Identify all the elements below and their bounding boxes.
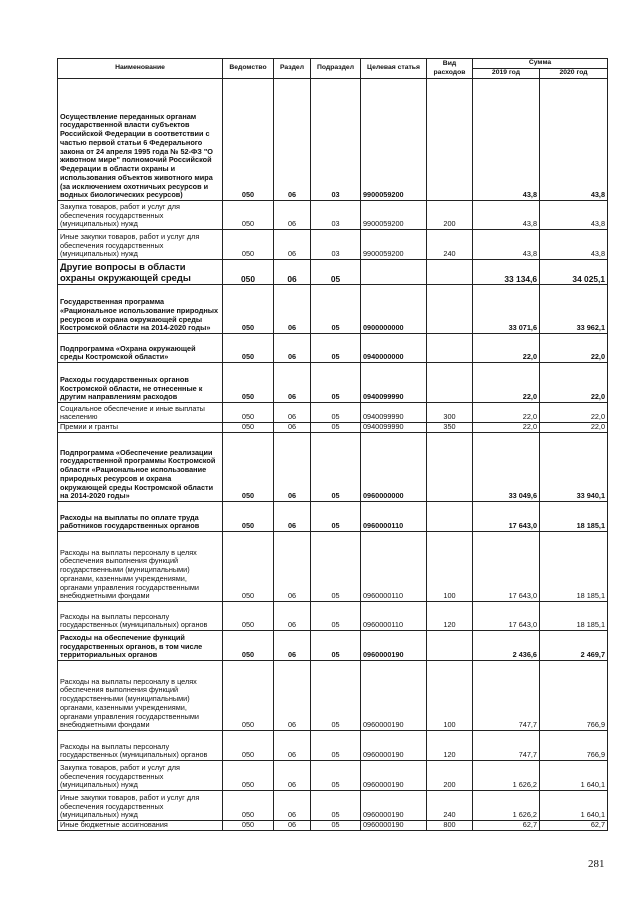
cell-2020: 62,7	[540, 821, 608, 831]
cell-vedomstvo: 050	[223, 334, 274, 363]
cell-vedomstvo: 050	[223, 285, 274, 334]
cell-podrazdel: 05	[311, 761, 361, 791]
cell-2020: 18 185,1	[540, 602, 608, 631]
cell-podrazdel: 05	[311, 502, 361, 532]
cell-statya: 0960000190	[361, 791, 427, 821]
cell-vid: 200	[427, 201, 473, 230]
table-row	[58, 260, 608, 285]
cell-name: Расходы на выплаты персоналу в целях обеспечения выполнения функций государственными (муниципальными) органами, казенными учреждениями, органами управления государственными внебюджетными фондами	[58, 532, 223, 602]
cell-2019: 2 436,6	[473, 631, 540, 661]
cell-vedomstvo: 050	[223, 731, 274, 761]
table-row	[58, 423, 608, 433]
cell-2019: 33 134,6	[473, 260, 540, 285]
cell-name: Премии и гранты	[58, 423, 223, 433]
cell-2019: 17 643,0	[473, 502, 540, 532]
cell-podrazdel: 05	[311, 631, 361, 661]
cell-name: Осуществление переданных органам государственной власти субъектов Российской Федерации в соответствии с частью первой статьи 6 Федерального закона от 24 апреля 1995 года № 52-ФЗ "О животном мире" полномочий Российской Федерации в области охраны и использования объектов животного мира (за исключением охотничьих ресурсов и водных биологических ресурсов)	[58, 79, 223, 201]
cell-vid	[427, 79, 473, 201]
cell-podrazdel: 03	[311, 201, 361, 230]
cell-vedomstvo: 050	[223, 502, 274, 532]
page-number: 281	[588, 858, 605, 870]
cell-vedomstvo: 050	[223, 403, 274, 423]
cell-2019: 1 626,2	[473, 761, 540, 791]
cell-razdel: 06	[274, 502, 311, 532]
cell-razdel: 06	[274, 631, 311, 661]
table-body	[58, 79, 608, 831]
table-row	[58, 532, 608, 602]
cell-razdel: 06	[274, 403, 311, 423]
cell-name: Иные бюджетные ассигнования	[58, 821, 223, 831]
cell-2019: 43,8	[473, 230, 540, 260]
table-row	[58, 79, 608, 201]
cell-2020: 766,9	[540, 731, 608, 761]
cell-podrazdel: 05	[311, 821, 361, 831]
cell-statya	[361, 260, 427, 285]
cell-statya: 9900059200	[361, 201, 427, 230]
cell-podrazdel: 05	[311, 791, 361, 821]
header-podrazdel: Подраздел	[311, 59, 361, 79]
table-row	[58, 334, 608, 363]
cell-2020: 18 185,1	[540, 532, 608, 602]
cell-vedomstvo: 050	[223, 230, 274, 260]
table-row	[58, 363, 608, 403]
cell-2020: 766,9	[540, 661, 608, 731]
cell-name: Подпрограмма «Обеспечение реализации государственной программы Костромской области «Рациональное использование природных ресурсов и охрана окружающей среды Костромской области на 2014-2020 годы»	[58, 433, 223, 502]
table-row	[58, 631, 608, 661]
cell-razdel: 06	[274, 661, 311, 731]
cell-2020: 18 185,1	[540, 502, 608, 532]
cell-vid: 120	[427, 602, 473, 631]
cell-podrazdel: 05	[311, 661, 361, 731]
cell-2020: 33 940,1	[540, 433, 608, 502]
cell-2020: 22,0	[540, 363, 608, 403]
table-row	[58, 602, 608, 631]
cell-name: Расходы на выплаты по оплате труда работников государственных органов	[58, 502, 223, 532]
cell-2020: 22,0	[540, 403, 608, 423]
cell-razdel: 06	[274, 79, 311, 201]
header-year-2019: 2019 год	[473, 69, 540, 79]
table-row	[58, 285, 608, 334]
cell-razdel: 06	[274, 201, 311, 230]
cell-vedomstvo: 050	[223, 602, 274, 631]
cell-2019: 33 071,6	[473, 285, 540, 334]
cell-razdel: 06	[274, 363, 311, 403]
cell-name: Расходы на обеспечение функций государственных органов, в том числе территориальных органов	[58, 631, 223, 661]
header-summa: Сумма	[473, 59, 608, 69]
cell-statya: 0960000110	[361, 532, 427, 602]
cell-name: Социальное обеспечение и иные выплаты населению	[58, 403, 223, 423]
cell-name: Расходы государственных органов Костромской области, не отнесенные к другим направлениям расходов	[58, 363, 223, 403]
cell-podrazdel: 05	[311, 260, 361, 285]
table-row	[58, 761, 608, 791]
cell-podrazdel: 03	[311, 79, 361, 201]
cell-podrazdel: 05	[311, 285, 361, 334]
cell-podrazdel: 05	[311, 532, 361, 602]
cell-statya: 9900059200	[361, 79, 427, 201]
cell-name: Расходы на выплаты персоналу государственных (муниципальных) органов	[58, 602, 223, 631]
cell-podrazdel: 05	[311, 433, 361, 502]
budget-table	[57, 58, 608, 831]
table-row	[58, 502, 608, 532]
cell-statya: 0940099990	[361, 423, 427, 433]
cell-name: Расходы на выплаты персоналу в целях обеспечения выполнения функций государственными (муниципальными) органами, казенными учреждениями, органами управления государственными внебюджетными фондами	[58, 661, 223, 731]
table-row	[58, 230, 608, 260]
cell-statya: 0940099990	[361, 363, 427, 403]
cell-podrazdel: 05	[311, 334, 361, 363]
header-statya: Целевая статья	[361, 59, 427, 79]
cell-vid: 300	[427, 403, 473, 423]
cell-razdel: 06	[274, 761, 311, 791]
cell-podrazdel: 05	[311, 423, 361, 433]
cell-2019: 17 643,0	[473, 602, 540, 631]
cell-2019: 33 049,6	[473, 433, 540, 502]
cell-razdel: 06	[274, 532, 311, 602]
cell-vedomstvo: 050	[223, 260, 274, 285]
cell-2020: 33 962,1	[540, 285, 608, 334]
cell-vid	[427, 285, 473, 334]
cell-2020: 43,8	[540, 230, 608, 260]
cell-2019: 22,0	[473, 403, 540, 423]
table-row	[58, 661, 608, 731]
cell-2019: 22,0	[473, 363, 540, 403]
table-row	[58, 821, 608, 831]
cell-vid	[427, 502, 473, 532]
cell-2019: 22,0	[473, 334, 540, 363]
cell-razdel: 06	[274, 821, 311, 831]
cell-2019: 1 626,2	[473, 791, 540, 821]
cell-statya: 0960000190	[361, 821, 427, 831]
cell-name: Другие вопросы в области охраны окружающей среды	[58, 260, 223, 285]
cell-vid: 100	[427, 661, 473, 731]
cell-vedomstvo: 050	[223, 363, 274, 403]
cell-vid: 120	[427, 731, 473, 761]
cell-vedomstvo: 050	[223, 79, 274, 201]
cell-vid	[427, 631, 473, 661]
cell-vedomstvo: 050	[223, 423, 274, 433]
header-year-2020: 2020 год	[540, 69, 608, 79]
cell-2019: 22,0	[473, 423, 540, 433]
cell-statya: 0960000190	[361, 631, 427, 661]
cell-name: Расходы на выплаты персоналу государственных (муниципальных) органов	[58, 731, 223, 761]
cell-2020: 2 469,7	[540, 631, 608, 661]
cell-razdel: 06	[274, 230, 311, 260]
cell-vid: 200	[427, 761, 473, 791]
cell-vid: 240	[427, 791, 473, 821]
cell-name: Иные закупки товаров, работ и услуг для обеспечения государственных (муниципальных) нужд	[58, 230, 223, 260]
header-name: Наименование	[58, 59, 223, 79]
cell-statya: 0940000000	[361, 334, 427, 363]
cell-razdel: 06	[274, 260, 311, 285]
header-vedomstvo: Ведомство	[223, 59, 274, 79]
table-row	[58, 433, 608, 502]
cell-vedomstvo: 050	[223, 201, 274, 230]
cell-statya: 0960000190	[361, 731, 427, 761]
header-razdel: Раздел	[274, 59, 311, 79]
cell-vid: 350	[427, 423, 473, 433]
cell-2020: 1 640,1	[540, 761, 608, 791]
cell-name: Закупка товаров, работ и услуг для обеспечения государственных (муниципальных) нужд	[58, 761, 223, 791]
cell-2020: 43,8	[540, 201, 608, 230]
cell-vid	[427, 433, 473, 502]
cell-statya: 0960000000	[361, 433, 427, 502]
cell-statya: 0940099990	[361, 403, 427, 423]
cell-statya: 0960000110	[361, 602, 427, 631]
cell-2020: 43,8	[540, 79, 608, 201]
cell-podrazdel: 05	[311, 363, 361, 403]
cell-vedomstvo: 050	[223, 661, 274, 731]
cell-vedomstvo: 050	[223, 631, 274, 661]
cell-podrazdel: 05	[311, 731, 361, 761]
cell-razdel: 06	[274, 602, 311, 631]
cell-2020: 22,0	[540, 423, 608, 433]
cell-podrazdel: 05	[311, 403, 361, 423]
table-row	[58, 791, 608, 821]
cell-vid: 800	[427, 821, 473, 831]
table-row	[58, 403, 608, 423]
cell-statya: 0960000190	[361, 761, 427, 791]
cell-statya: 0900000000	[361, 285, 427, 334]
cell-razdel: 06	[274, 731, 311, 761]
cell-2020: 1 640,1	[540, 791, 608, 821]
cell-razdel: 06	[274, 791, 311, 821]
table-row	[58, 731, 608, 761]
cell-vedomstvo: 050	[223, 433, 274, 502]
cell-2019: 62,7	[473, 821, 540, 831]
cell-name: Иные закупки товаров, работ и услуг для обеспечения государственных (муниципальных) нужд	[58, 791, 223, 821]
cell-vedomstvo: 050	[223, 791, 274, 821]
cell-razdel: 06	[274, 433, 311, 502]
cell-podrazdel: 05	[311, 602, 361, 631]
cell-name: Государственная программа «Рациональное использование природных ресурсов и охрана окружающей среды Костромской области на 2014-2020 годы»	[58, 285, 223, 334]
cell-vedomstvo: 050	[223, 532, 274, 602]
cell-statya: 9900059200	[361, 230, 427, 260]
cell-statya: 0960000110	[361, 502, 427, 532]
cell-name: Закупка товаров, работ и услуг для обеспечения государственных (муниципальных) нужд	[58, 201, 223, 230]
cell-vedomstvo: 050	[223, 761, 274, 791]
cell-vid	[427, 334, 473, 363]
cell-razdel: 06	[274, 285, 311, 334]
cell-2019: 747,7	[473, 731, 540, 761]
cell-2020: 34 025,1	[540, 260, 608, 285]
cell-vedomstvo: 050	[223, 821, 274, 831]
cell-2019: 17 643,0	[473, 532, 540, 602]
cell-vid	[427, 260, 473, 285]
cell-2019: 747,7	[473, 661, 540, 731]
cell-vid: 240	[427, 230, 473, 260]
cell-2020: 22,0	[540, 334, 608, 363]
cell-vid: 100	[427, 532, 473, 602]
header-vid: Вид расходов	[427, 59, 473, 79]
cell-vid	[427, 363, 473, 403]
cell-statya: 0960000190	[361, 661, 427, 731]
cell-razdel: 06	[274, 423, 311, 433]
cell-podrazdel: 03	[311, 230, 361, 260]
cell-razdel: 06	[274, 334, 311, 363]
cell-name: Подпрограмма «Охрана окружающей среды Костромской области»	[58, 334, 223, 363]
cell-2019: 43,8	[473, 79, 540, 201]
table-row	[58, 201, 608, 230]
cell-2019: 43,8	[473, 201, 540, 230]
